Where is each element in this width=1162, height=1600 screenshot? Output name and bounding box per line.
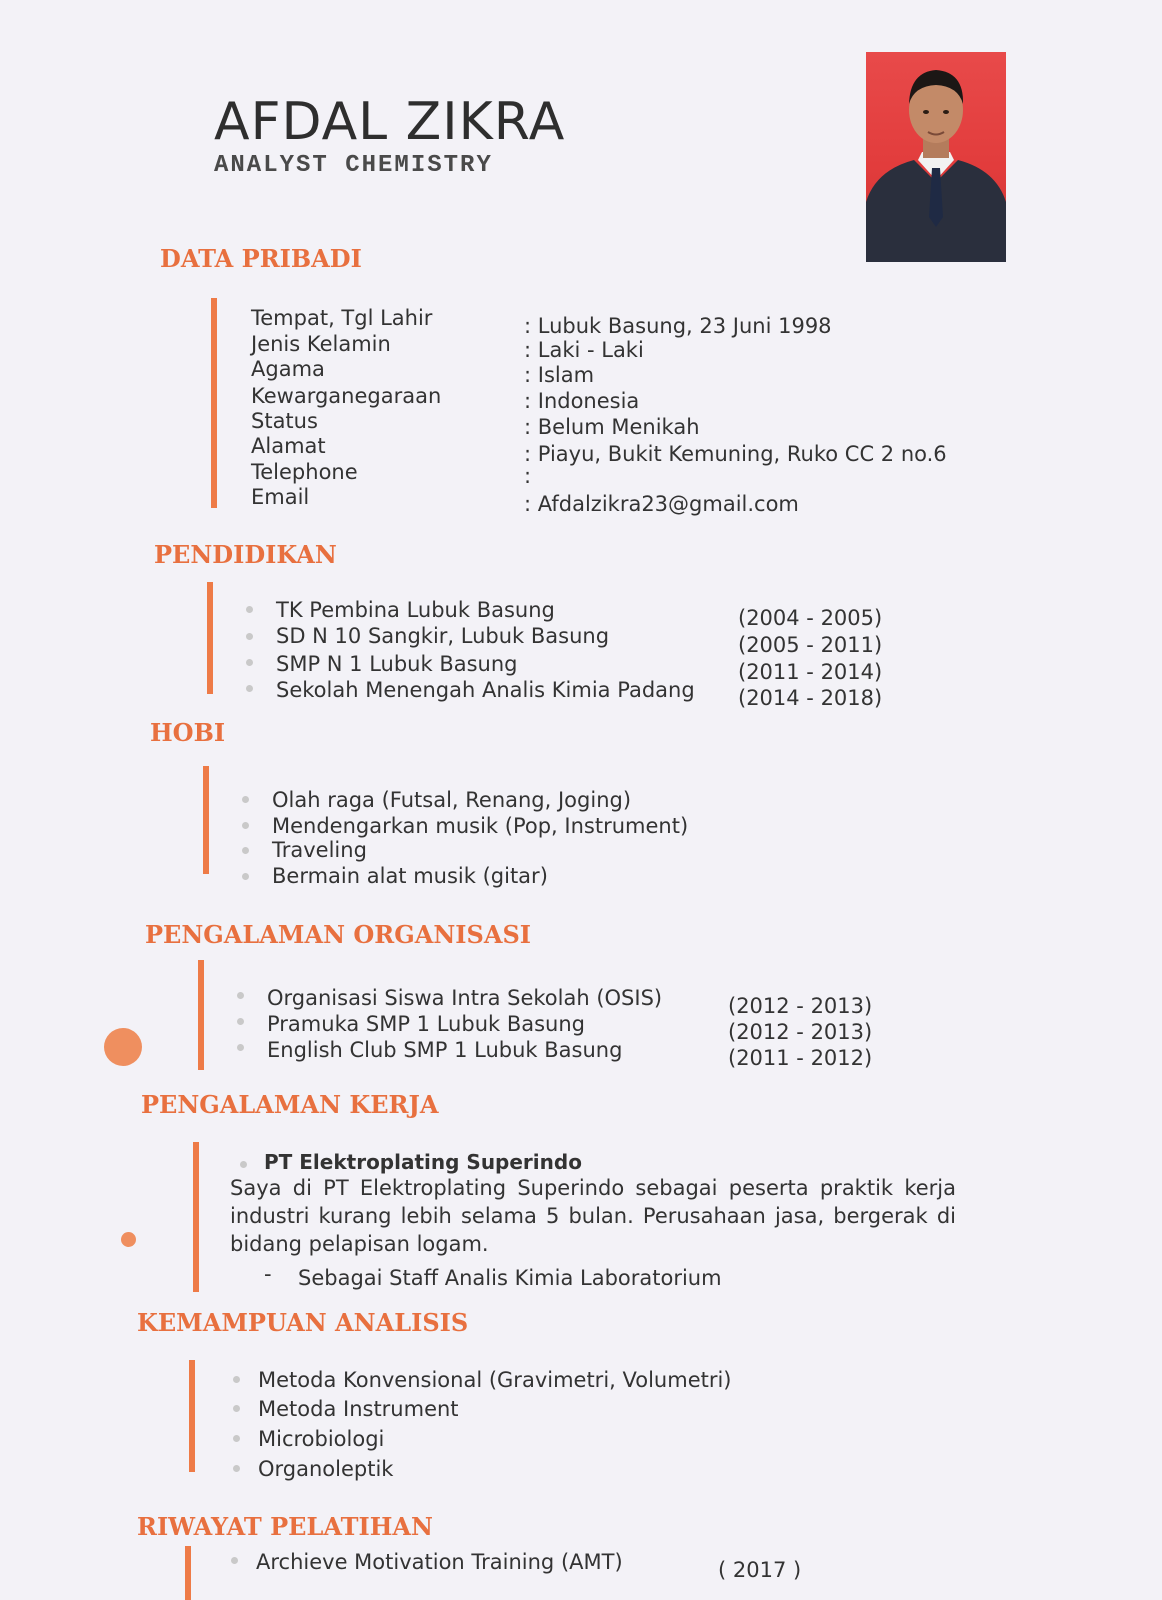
bullet-icon xyxy=(246,685,253,692)
education-name: SMP N 1 Lubuk Basung xyxy=(276,652,518,676)
personal-label: Status xyxy=(251,409,318,433)
organization-years: (2012 - 2013) xyxy=(728,994,873,1018)
section-bar xyxy=(198,960,204,1070)
personal-label: Alamat xyxy=(251,434,326,458)
education-years: (2004 - 2005) xyxy=(738,606,883,630)
personal-value: : xyxy=(524,464,532,488)
personal-label: Tempat, Tgl Lahir xyxy=(251,306,433,330)
personal-label: Email xyxy=(251,485,310,509)
section-title-organisasi: PENGALAMAN ORGANISASI xyxy=(145,920,532,949)
analysis-skill: Metoda Instrument xyxy=(258,1397,459,1421)
education-name: TK Pembina Lubuk Basung xyxy=(276,598,555,622)
section-title-pendidikan: PENDIDIKAN xyxy=(154,540,337,569)
section-bar xyxy=(203,766,209,874)
personal-label: Agama xyxy=(251,357,325,381)
section-bar xyxy=(207,582,213,694)
organization-name: Pramuka SMP 1 Lubuk Basung xyxy=(267,1012,586,1036)
profile-photo xyxy=(866,52,1006,262)
education-years: (2005 - 2011) xyxy=(738,633,883,657)
education-name: Sekolah Menengah Analis Kimia Padang xyxy=(276,678,695,702)
education-name: SD N 10 Sangkir, Lubuk Basung xyxy=(276,624,610,648)
bullet-icon xyxy=(233,1435,240,1442)
bullet-icon xyxy=(246,659,253,666)
education-years: (2014 - 2018) xyxy=(738,686,883,710)
decorative-circle xyxy=(104,1028,142,1066)
personal-label: Telephone xyxy=(251,460,358,484)
section-bar xyxy=(193,1142,199,1292)
hobby-item: Bermain alat musik (gitar) xyxy=(272,864,548,888)
section-title-pelatihan: RIWAYAT PELATIHAN xyxy=(137,1512,433,1541)
training-name: Archieve Motivation Training (AMT) xyxy=(256,1550,623,1574)
bullet-icon xyxy=(242,847,249,854)
personal-value: : Islam xyxy=(524,363,595,387)
personal-value: : Piayu, Bukit Kemuning, Ruko CC 2 no.6 xyxy=(524,442,947,466)
hobby-item: Mendengarkan musik (Pop, Instrument) xyxy=(272,814,689,838)
bullet-icon xyxy=(237,1018,244,1025)
training-year: ( 2017 ) xyxy=(718,1558,802,1582)
bullet-icon xyxy=(240,1161,247,1168)
organization-years: (2011 - 2012) xyxy=(728,1046,873,1070)
bullet-icon xyxy=(237,1044,244,1051)
work-role: Sebagai Staff Analis Kimia Laboratorium xyxy=(298,1266,722,1290)
bullet-icon xyxy=(242,796,249,803)
analysis-skill: Metoda Konvensional (Gravimetri, Volumetri) xyxy=(258,1368,732,1392)
personal-label: Kewarganegaraan xyxy=(251,384,442,408)
organization-years: (2012 - 2013) xyxy=(728,1020,873,1044)
bullet-icon xyxy=(246,606,253,613)
section-bar xyxy=(189,1360,195,1472)
section-title-hobi: HOBI xyxy=(150,718,226,747)
section-title-kerja: PENGALAMAN KERJA xyxy=(141,1090,439,1119)
personal-value: : Lubuk Basung, 23 Juni 1998 xyxy=(524,314,832,338)
hobby-item: Traveling xyxy=(272,838,367,862)
analysis-skill: Organoleptik xyxy=(258,1457,394,1481)
personal-value: : Belum Menikah xyxy=(524,415,700,439)
section-title-analisis: KEMAMPUAN ANALISIS xyxy=(137,1308,469,1337)
section-bar xyxy=(211,298,217,508)
organization-name: Organisasi Siswa Intra Sekolah (OSIS) xyxy=(267,986,663,1010)
bullet-icon xyxy=(242,873,249,880)
personal-value: : Laki - Laki xyxy=(524,338,644,362)
work-description: Saya di PT Elektroplating Superindo sebagai peserta praktik kerja industri kurang lebih selama 5 bulan. Perusahaan jasa, bergerak di bidang pelapisan logam. xyxy=(230,1176,956,1256)
personal-value: : Afdalzikra23@gmail.com xyxy=(524,492,799,516)
section-bar xyxy=(185,1546,191,1600)
bullet-icon xyxy=(233,1376,240,1383)
organization-name: English Club SMP 1 Lubuk Basung xyxy=(267,1038,623,1062)
bullet-icon xyxy=(237,992,244,999)
hobby-item: Olah raga (Futsal, Renang, Joging) xyxy=(272,788,632,812)
personal-value: : Indonesia xyxy=(524,389,640,413)
role-dash: - xyxy=(264,1262,272,1286)
bullet-icon xyxy=(233,1405,240,1412)
bullet-icon xyxy=(231,1557,238,1564)
bullet-icon xyxy=(242,822,249,829)
decorative-dot xyxy=(121,1232,136,1247)
personal-label: Jenis Kelamin xyxy=(251,332,391,356)
analysis-skill: Microbiologi xyxy=(258,1427,385,1451)
bullet-icon xyxy=(246,633,253,640)
bullet-icon xyxy=(233,1465,240,1472)
person-portrait-icon xyxy=(866,52,1006,262)
job-title: ANALYST CHEMISTRY xyxy=(214,152,493,179)
education-years: (2011 - 2014) xyxy=(738,660,883,684)
resume-name: AFDAL ZIKRA xyxy=(214,92,566,152)
section-title-data-pribadi: DATA PRIBADI xyxy=(160,244,362,273)
company-name: PT Elektroplating Superindo xyxy=(264,1150,582,1174)
